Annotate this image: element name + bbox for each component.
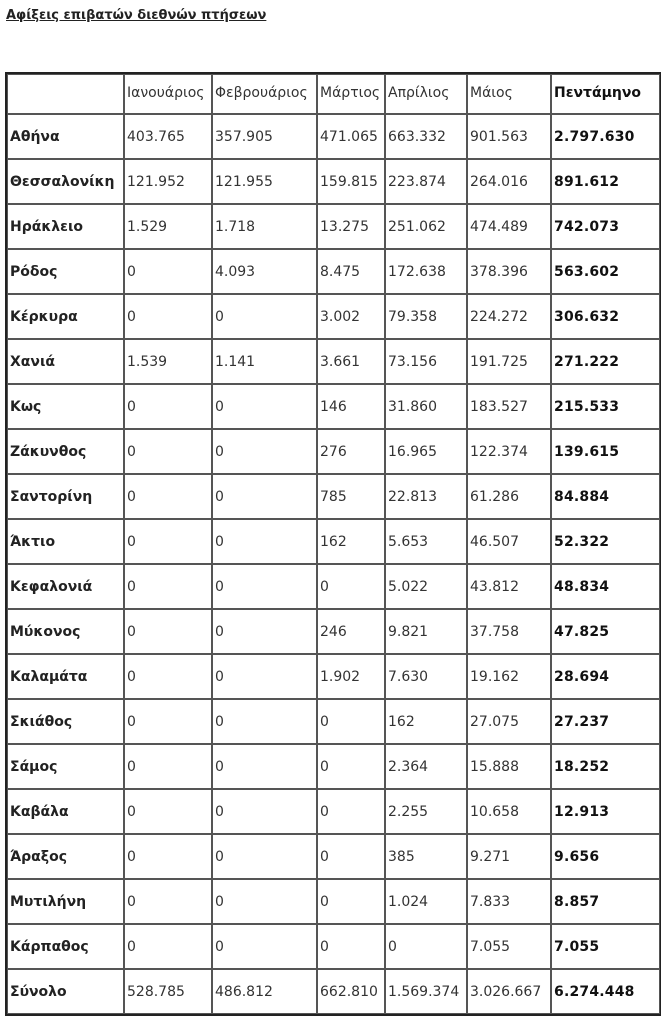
- five-month-total-cell: 12.913: [551, 789, 660, 834]
- five-month-total-cell: 9.656: [551, 834, 660, 879]
- monthly-value-cell: 0: [317, 924, 385, 969]
- monthly-value-cell: 663.332: [385, 114, 467, 159]
- monthly-value-cell: 0: [124, 609, 212, 654]
- monthly-value-cell: 0: [317, 789, 385, 834]
- monthly-value-cell: 0: [317, 879, 385, 924]
- page-title: Αφίξεις επιβατών διεθνών πτήσεων: [6, 8, 267, 23]
- monthly-value-cell: 486.812: [212, 969, 317, 1014]
- monthly-value-cell: 357.905: [212, 114, 317, 159]
- monthly-value-cell: 0: [212, 429, 317, 474]
- monthly-value-cell: 5.653: [385, 519, 467, 564]
- monthly-value-cell: 0: [124, 789, 212, 834]
- five-month-total-cell: 28.694: [551, 654, 660, 699]
- monthly-value-cell: 162: [317, 519, 385, 564]
- monthly-value-cell: 183.527: [467, 384, 551, 429]
- monthly-value-cell: 276: [317, 429, 385, 474]
- monthly-value-cell: 5.022: [385, 564, 467, 609]
- monthly-value-cell: 0: [212, 384, 317, 429]
- table-row: [7, 474, 660, 519]
- table-row: [7, 159, 660, 204]
- airport-name-cell: Σαντορίνη: [7, 474, 124, 519]
- table-row: [7, 249, 660, 294]
- header-corner-cell: [7, 74, 124, 114]
- airport-name-cell: Καβάλα: [7, 789, 124, 834]
- monthly-value-cell: 1.539: [124, 339, 212, 384]
- monthly-value-cell: 31.860: [385, 384, 467, 429]
- monthly-value-cell: 0: [124, 834, 212, 879]
- monthly-value-cell: 191.725: [467, 339, 551, 384]
- airport-name-cell: Ρόδος: [7, 249, 124, 294]
- monthly-value-cell: 15.888: [467, 744, 551, 789]
- table-row: [7, 609, 660, 654]
- monthly-value-cell: 2.255: [385, 789, 467, 834]
- monthly-value-cell: 0: [212, 654, 317, 699]
- five-month-total-cell: 27.237: [551, 699, 660, 744]
- five-month-total-cell: 306.632: [551, 294, 660, 339]
- five-month-total-cell: 48.834: [551, 564, 660, 609]
- airport-name-cell: Σκιάθος: [7, 699, 124, 744]
- monthly-value-cell: 3.002: [317, 294, 385, 339]
- airport-name-cell: Κεφαλονιά: [7, 564, 124, 609]
- monthly-value-cell: 3.026.667: [467, 969, 551, 1014]
- monthly-value-cell: 0: [124, 519, 212, 564]
- column-header: Φεβρουάριος: [212, 74, 317, 114]
- monthly-value-cell: 172.638: [385, 249, 467, 294]
- five-month-total-cell: 84.884: [551, 474, 660, 519]
- airport-name-cell: Θεσσαλονίκη: [7, 159, 124, 204]
- airport-name-cell: Άκτιο: [7, 519, 124, 564]
- monthly-value-cell: 37.758: [467, 609, 551, 654]
- monthly-value-cell: 223.874: [385, 159, 467, 204]
- five-month-total-cell: 52.322: [551, 519, 660, 564]
- monthly-value-cell: 4.093: [212, 249, 317, 294]
- table-row: [7, 429, 660, 474]
- monthly-value-cell: 9.821: [385, 609, 467, 654]
- five-month-total-cell: 6.274.448: [551, 969, 660, 1014]
- monthly-value-cell: 528.785: [124, 969, 212, 1014]
- airport-name-cell: Αθήνα: [7, 114, 124, 159]
- five-month-total-cell: 7.055: [551, 924, 660, 969]
- five-month-total-cell: 8.857: [551, 879, 660, 924]
- monthly-value-cell: 0: [212, 474, 317, 519]
- monthly-value-cell: 0: [124, 249, 212, 294]
- monthly-value-cell: 7.055: [467, 924, 551, 969]
- monthly-value-cell: 7.833: [467, 879, 551, 924]
- arrivals-table: [5, 72, 661, 1016]
- monthly-value-cell: 0: [212, 294, 317, 339]
- monthly-value-cell: 0: [212, 834, 317, 879]
- monthly-value-cell: 0: [212, 609, 317, 654]
- monthly-value-cell: 0: [212, 699, 317, 744]
- monthly-value-cell: 27.075: [467, 699, 551, 744]
- monthly-value-cell: 662.810: [317, 969, 385, 1014]
- five-month-total-cell: 563.602: [551, 249, 660, 294]
- airport-name-cell: Ζάκυνθος: [7, 429, 124, 474]
- table-row: [7, 744, 660, 789]
- table-row: [7, 879, 660, 924]
- monthly-value-cell: 162: [385, 699, 467, 744]
- monthly-value-cell: 1.141: [212, 339, 317, 384]
- monthly-value-cell: 1.902: [317, 654, 385, 699]
- monthly-value-cell: 0: [124, 654, 212, 699]
- monthly-value-cell: 0: [317, 564, 385, 609]
- monthly-value-cell: 0: [212, 564, 317, 609]
- monthly-value-cell: 61.286: [467, 474, 551, 519]
- monthly-value-cell: 22.813: [385, 474, 467, 519]
- five-month-total-cell: 47.825: [551, 609, 660, 654]
- airport-name-cell: Κάρπαθος: [7, 924, 124, 969]
- table-row: [7, 924, 660, 969]
- monthly-value-cell: 0: [124, 429, 212, 474]
- monthly-value-cell: 0: [317, 834, 385, 879]
- monthly-value-cell: 159.815: [317, 159, 385, 204]
- monthly-value-cell: 2.364: [385, 744, 467, 789]
- table-row: [7, 654, 660, 699]
- table-row: [7, 564, 660, 609]
- monthly-value-cell: 1.569.374: [385, 969, 467, 1014]
- monthly-value-cell: 7.630: [385, 654, 467, 699]
- monthly-value-cell: 146: [317, 384, 385, 429]
- monthly-value-cell: 474.489: [467, 204, 551, 249]
- table-row: [7, 204, 660, 249]
- airport-name-cell: Μυτιλήνη: [7, 879, 124, 924]
- column-header: Μάιος: [467, 74, 551, 114]
- monthly-value-cell: 0: [124, 924, 212, 969]
- monthly-value-cell: 13.275: [317, 204, 385, 249]
- monthly-value-cell: 46.507: [467, 519, 551, 564]
- monthly-value-cell: 246: [317, 609, 385, 654]
- monthly-value-cell: 3.661: [317, 339, 385, 384]
- monthly-value-cell: 901.563: [467, 114, 551, 159]
- monthly-value-cell: 0: [124, 564, 212, 609]
- monthly-value-cell: 122.374: [467, 429, 551, 474]
- monthly-value-cell: 0: [212, 924, 317, 969]
- table-row: [7, 339, 660, 384]
- monthly-value-cell: 785: [317, 474, 385, 519]
- table-row: [7, 114, 660, 159]
- airport-name-cell: Σάμος: [7, 744, 124, 789]
- monthly-value-cell: 0: [124, 699, 212, 744]
- airport-name-cell: Κως: [7, 384, 124, 429]
- monthly-value-cell: 0: [212, 879, 317, 924]
- five-month-total-cell: 891.612: [551, 159, 660, 204]
- monthly-value-cell: 121.955: [212, 159, 317, 204]
- monthly-value-cell: 16.965: [385, 429, 467, 474]
- table-row: [7, 789, 660, 834]
- monthly-value-cell: 0: [212, 744, 317, 789]
- monthly-value-cell: 1.718: [212, 204, 317, 249]
- monthly-value-cell: 43.812: [467, 564, 551, 609]
- monthly-value-cell: 264.016: [467, 159, 551, 204]
- monthly-value-cell: 19.162: [467, 654, 551, 699]
- monthly-value-cell: 0: [212, 519, 317, 564]
- airport-name-cell: Άραξος: [7, 834, 124, 879]
- monthly-value-cell: 0: [385, 924, 467, 969]
- totals-row: [7, 969, 660, 1014]
- monthly-value-cell: 0: [124, 474, 212, 519]
- monthly-value-cell: 79.358: [385, 294, 467, 339]
- monthly-value-cell: 73.156: [385, 339, 467, 384]
- monthly-value-cell: 0: [317, 699, 385, 744]
- table-row: [7, 384, 660, 429]
- monthly-value-cell: 10.658: [467, 789, 551, 834]
- monthly-value-cell: 9.271: [467, 834, 551, 879]
- five-month-total-cell: 215.533: [551, 384, 660, 429]
- monthly-value-cell: 0: [124, 384, 212, 429]
- monthly-value-cell: 471.065: [317, 114, 385, 159]
- monthly-value-cell: 0: [212, 789, 317, 834]
- airport-name-cell: Ηράκλειο: [7, 204, 124, 249]
- table-header-row: [7, 74, 660, 114]
- airport-name-cell: Μύκονος: [7, 609, 124, 654]
- airport-name-cell: Χανιά: [7, 339, 124, 384]
- column-header: Ιανουάριος: [124, 74, 212, 114]
- monthly-value-cell: 1.024: [385, 879, 467, 924]
- column-header: Μάρτιος: [317, 74, 385, 114]
- monthly-value-cell: 1.529: [124, 204, 212, 249]
- monthly-value-cell: 0: [124, 879, 212, 924]
- monthly-value-cell: 8.475: [317, 249, 385, 294]
- monthly-value-cell: 224.272: [467, 294, 551, 339]
- table-row: [7, 699, 660, 744]
- monthly-value-cell: 121.952: [124, 159, 212, 204]
- table-row: [7, 294, 660, 339]
- monthly-value-cell: 378.396: [467, 249, 551, 294]
- table-row: [7, 519, 660, 564]
- five-month-total-cell: 2.797.630: [551, 114, 660, 159]
- monthly-value-cell: 251.062: [385, 204, 467, 249]
- airport-name-cell: Κέρκυρα: [7, 294, 124, 339]
- monthly-value-cell: 0: [317, 744, 385, 789]
- monthly-value-cell: 0: [124, 744, 212, 789]
- five-month-total-cell: 742.073: [551, 204, 660, 249]
- five-month-total-cell: 139.615: [551, 429, 660, 474]
- airport-name-cell: Καλαμάτα: [7, 654, 124, 699]
- monthly-value-cell: 403.765: [124, 114, 212, 159]
- monthly-value-cell: 0: [124, 294, 212, 339]
- column-header: Απρίλιος: [385, 74, 467, 114]
- five-month-total-cell: 18.252: [551, 744, 660, 789]
- column-header: Πεντάμηνο: [551, 74, 660, 114]
- airport-name-cell: Σύνολο: [7, 969, 124, 1014]
- table-row: [7, 834, 660, 879]
- five-month-total-cell: 271.222: [551, 339, 660, 384]
- monthly-value-cell: 385: [385, 834, 467, 879]
